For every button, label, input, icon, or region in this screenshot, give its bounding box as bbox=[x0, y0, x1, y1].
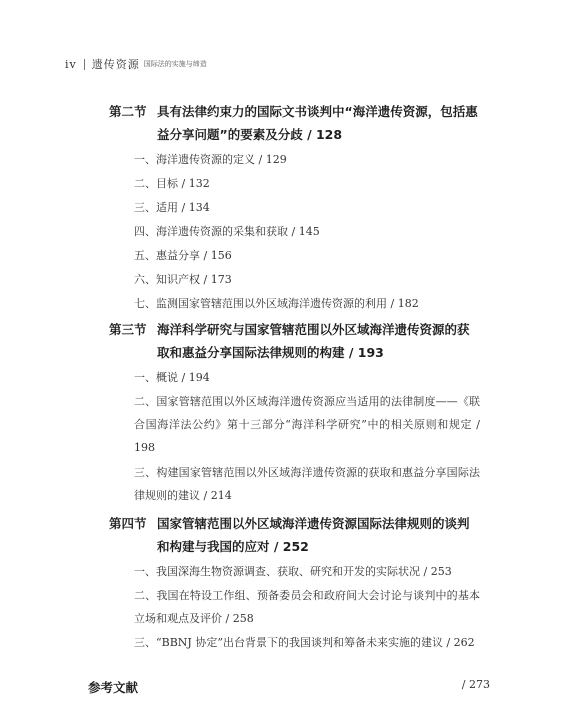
toc-item[interactable]: 一、我国深海生物资源调查、获取、研究和开发的实际状况 / 253 bbox=[134, 565, 452, 578]
toc-item[interactable]: 三、“BBNJ 协定”出台背景下的我国谈判和筹备未来实施的建议 / 262 bbox=[134, 636, 475, 649]
toc-section-4[interactable] bbox=[109, 512, 479, 558]
toc-item[interactable]: 三、适用 / 134 bbox=[134, 201, 210, 214]
toc-item[interactable]: 二、目标 / 132 bbox=[134, 177, 210, 190]
toc-section-2[interactable] bbox=[109, 100, 479, 146]
toc-item[interactable]: 三、构建国家管辖范围以外区域海洋遗传资源的获取和惠益分享国际法律规则的建议 / 214 bbox=[134, 466, 480, 502]
references-label: 参考文献 bbox=[88, 680, 139, 695]
book-title: 遗传资源 bbox=[91, 58, 140, 71]
toc-item[interactable]: 一、概说 / 194 bbox=[134, 371, 210, 384]
section-number: 第三节 bbox=[109, 322, 147, 337]
toc-section-3[interactable] bbox=[109, 318, 479, 364]
toc-item[interactable]: 七、监测国家管辖范围以外区域海洋遗传资源的利用 / 182 bbox=[134, 297, 419, 310]
page-number: iv bbox=[65, 57, 77, 71]
section-title: 具有法律约束力的国际文书谈判中“海洋遗传资源，包括惠益分享问题”的要素及分歧 / 128 bbox=[157, 104, 478, 142]
toc-item[interactable]: 六、知识产权 / 173 bbox=[134, 273, 232, 286]
toc-item[interactable]: 四、海洋遗传资源的采集和获取 / 145 bbox=[134, 225, 320, 238]
toc-item[interactable]: 一、海洋遗传资源的定义 / 129 bbox=[134, 153, 287, 166]
toc-item[interactable]: 二、国家管辖范围以外区域海洋遗传资源应当适用的法律制度——《联合国海洋法公约》第十三部分“海洋科学研究”中的相关原则和规定 / 198 bbox=[134, 395, 480, 454]
toc-item[interactable]: 二、我国在特设工作组、预备委员会和政府间大会讨论与谈判中的基本立场和观点及评价 / 258 bbox=[134, 589, 480, 625]
header-divider bbox=[84, 59, 85, 70]
section-title: 海洋科学研究与国家管辖范围以外区域海洋遗传资源的获取和惠益分享国际法律规则的构建 / 193 bbox=[157, 322, 470, 360]
running-header bbox=[65, 56, 207, 72]
toc-item[interactable]: 五、惠益分享 / 156 bbox=[134, 249, 232, 262]
book-subtitle: 国际法的实施与缔造 bbox=[143, 60, 207, 68]
toc-references[interactable] bbox=[88, 678, 490, 696]
references-page: / 273 bbox=[461, 678, 490, 691]
section-number: 第四节 bbox=[109, 516, 147, 531]
section-title: 国家管辖范围以外区域海洋遗传资源国际法律规则的谈判和构建与我国的应对 / 252 bbox=[157, 516, 470, 554]
section-number: 第二节 bbox=[109, 104, 147, 119]
